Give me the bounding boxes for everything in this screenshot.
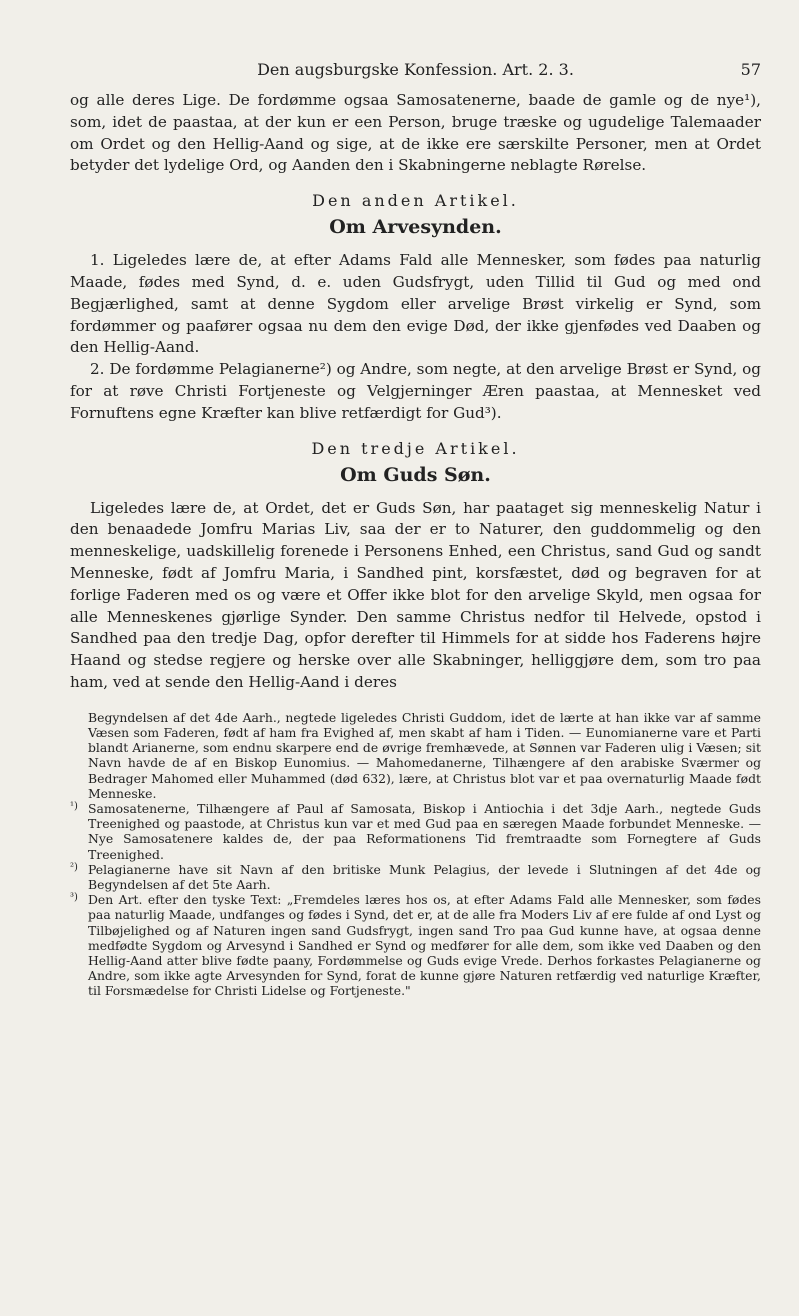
footnote-1 (70, 801, 761, 862)
footnote-2 (70, 862, 761, 892)
footnotes (70, 710, 761, 999)
article-2-heading: Den anden Artikel. (312, 191, 519, 211)
article-3-subheading: Om Guds Søn. (340, 463, 491, 486)
footnote-2-mark: ²) (70, 861, 78, 873)
running-title: Den augsburgske Konfession. Art. 2. 3. (257, 60, 574, 79)
article-3-paragraph-1: Ligeledes lære de, at Ordet, det er Guds Søn, har paataget sig menneskelig Natur i den benaadede Jomfru Marias Liv, saa der er to Naturer, den guddommelig og den menneskelige, uadskillelig forenede i Personens Enhed, een Christus, sand Gud og sandt Menneske, født af Jomfru Maria, i Sandhed pint, korsfæstet, død og begraven for at forlige Faderen med os og være et Offer ikke blot for den arvelige Skyld, men ogsaa for alle Menneskenes gjørlige Synder. Den samme Christus nedfor til Helvede, opstod i Sandhed paa den tredje Dag, opfor derefter til Himmels for at sidde hos Faderens højre Haand og stedse regjere og herske over alle Skabninger, helliggjøre dem, som tro paa ham, ved at sende den Hellig-Aand i deres (70, 498, 761, 691)
page-number: 57 (740, 60, 761, 79)
article-2-paragraph-1: 1. Ligeledes lære de, at efter Adams Fald alle Mennesker, som fødes paa naturlig Maade, fødes med Synd, d. e. uden Gudsfrygt, uden Tillid til Gud og med ond Begjærlighed, samt at denne Sygdom eller arvelige Brøst virkelig er Synd, som fordømmer og paafører ogsaa nu dem den evige Død, der ikke gjenfødes ved Daaben og den Hellig-Aand. (70, 251, 761, 357)
footnote-3-text: Den Art. efter den tyske Text: „Fremdeles læres hos os, at efter Adams Fald alle Mennesker, som fødes paa naturlig Maade, undfanges og fødes i Synd, det er, at de alle fra Moders Liv af ere fulde af ond Lyst og Tilbøjelighed og af Naturen ingen sand Gudsfrygt, ingen sand Tro paa Gud kunne have, at ogsaa denne medfødte Sygdom og Arvesynd i Sandhed er Synd og medfører for alle dem, som ikke ved Daaben og den Hellig-Aand atter blive fødte paany, Fordømmelse og Guds evige Vrede. Derhos forkastes Pelagianerne og Andre, som ikke agte Arvesynden for Synd, forat de kunne gjøre Naturen retfærdig ved naturlige Kræfter, til Forsmædelse for Christi Lidelse og Fortjeneste." (88, 892, 761, 999)
article-3-heading: Den tredje Artikel. (311, 438, 520, 458)
footnote-1-mark: ¹) (70, 800, 78, 812)
running-head (70, 60, 761, 86)
article-2-subheading: Om Arvesynden. (329, 216, 502, 239)
footnote-3-mark: ³) (70, 892, 78, 904)
footnote-continuation: Begyndelsen af det 4de Aarh., negtede ligeledes Christi Guddom, idet de lærte at han ikke var af samme Væsen som Faderen, født af ham fra Evighed af, men skabt af ham i Tiden. — Eunomianerne vare et Parti blandt Arianerne, som endnu skarpere end de øvrige fremhævede, at Sønnen var Faderen ulig i Væsen; sit Navn havde de af en Biskop Eunomius. — Mahomedanerne, Tilhængere af den arabiske Sværmer og Bedrager Mahomed eller Muhammed (død 632), lære, at Christus blot var et paa overnaturlig Maade født Menneske. (88, 709, 761, 801)
article-2-paragraph-2: 2. De fordømme Pelagianerne²) og Andre, som negte, at den arvelige Brøst er Synd, og for at røve Christi Fortjeneste og Velgjerninger Æren paastaa, at Mennesket ved Fornuftens egne Kræfter kan blive retfærdigt for Gud³). (70, 360, 761, 422)
intro-paragraph: og alle deres Lige. De fordømme ogsaa Samosatenerne, baade de gamle og de nye¹), som, idet de paastaa, at der kun er een Person, bruge træske og ugudelige Talemaader om Ordet og den Hellig-Aand og sige, at de ikke ere særskilte Personer, men at Ordet betyder det lydelige Ord, og Aanden den i Skabningerne neblagte Rørelse. (70, 91, 761, 175)
page-body (70, 90, 761, 999)
footnote-1-text: Samosatenerne, Tilhængere af Paul af Samosata, Biskop i Antiochia i det 3dje Aarh., negtede Guds Treenighed og paastode, at Christus kun var et med Gud paa en særegen Maade forbundet Menneske. — Nye Samosatenere kaldes de, der paa Reformationens Tid fremtraadte som Fornegtere af Guds Treenighed. (88, 800, 761, 862)
footnote-3 (70, 892, 761, 998)
footnote-2-text: Pelagianerne have sit Navn af den britiske Munk Pelagius, der levede i Slutningen af det 4de og Begyndelsen af det 5te Aarh. (88, 861, 761, 892)
